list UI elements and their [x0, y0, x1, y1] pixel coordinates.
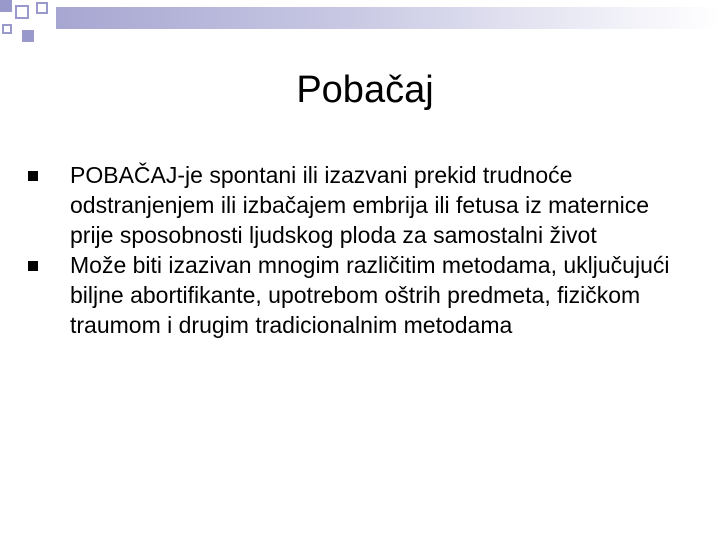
- header-decoration: [0, 0, 720, 48]
- decor-square-outline: [2, 24, 12, 34]
- bullet-list: [28, 160, 678, 340]
- square-bullet-icon: [28, 261, 38, 271]
- decor-square-outline: [15, 5, 29, 19]
- decor-square: [22, 30, 34, 42]
- square-bullet-icon: [28, 171, 38, 181]
- slide-title: Pobačaj: [296, 69, 434, 111]
- header-gradient-bar: [56, 7, 720, 29]
- bullet-text: Može biti izazivan mnogim različitim metodama, uključujući biljne abortifikante, upotrebom oštrih predmeta, fizičkom traumom i drugim tradicionalnim metodama: [70, 252, 670, 338]
- decor-square-outline: [36, 2, 48, 14]
- bullet-item: [28, 160, 678, 250]
- decor-square: [0, 0, 12, 12]
- bullet-text: POBAČAJ-je spontani ili izazvani prekid trudnoće odstranjenjem ili izbačajem embrija ili fetusa iz maternice prije sposobnosti ljudskog ploda za samostalni život: [70, 162, 650, 248]
- bullet-item: [28, 250, 678, 340]
